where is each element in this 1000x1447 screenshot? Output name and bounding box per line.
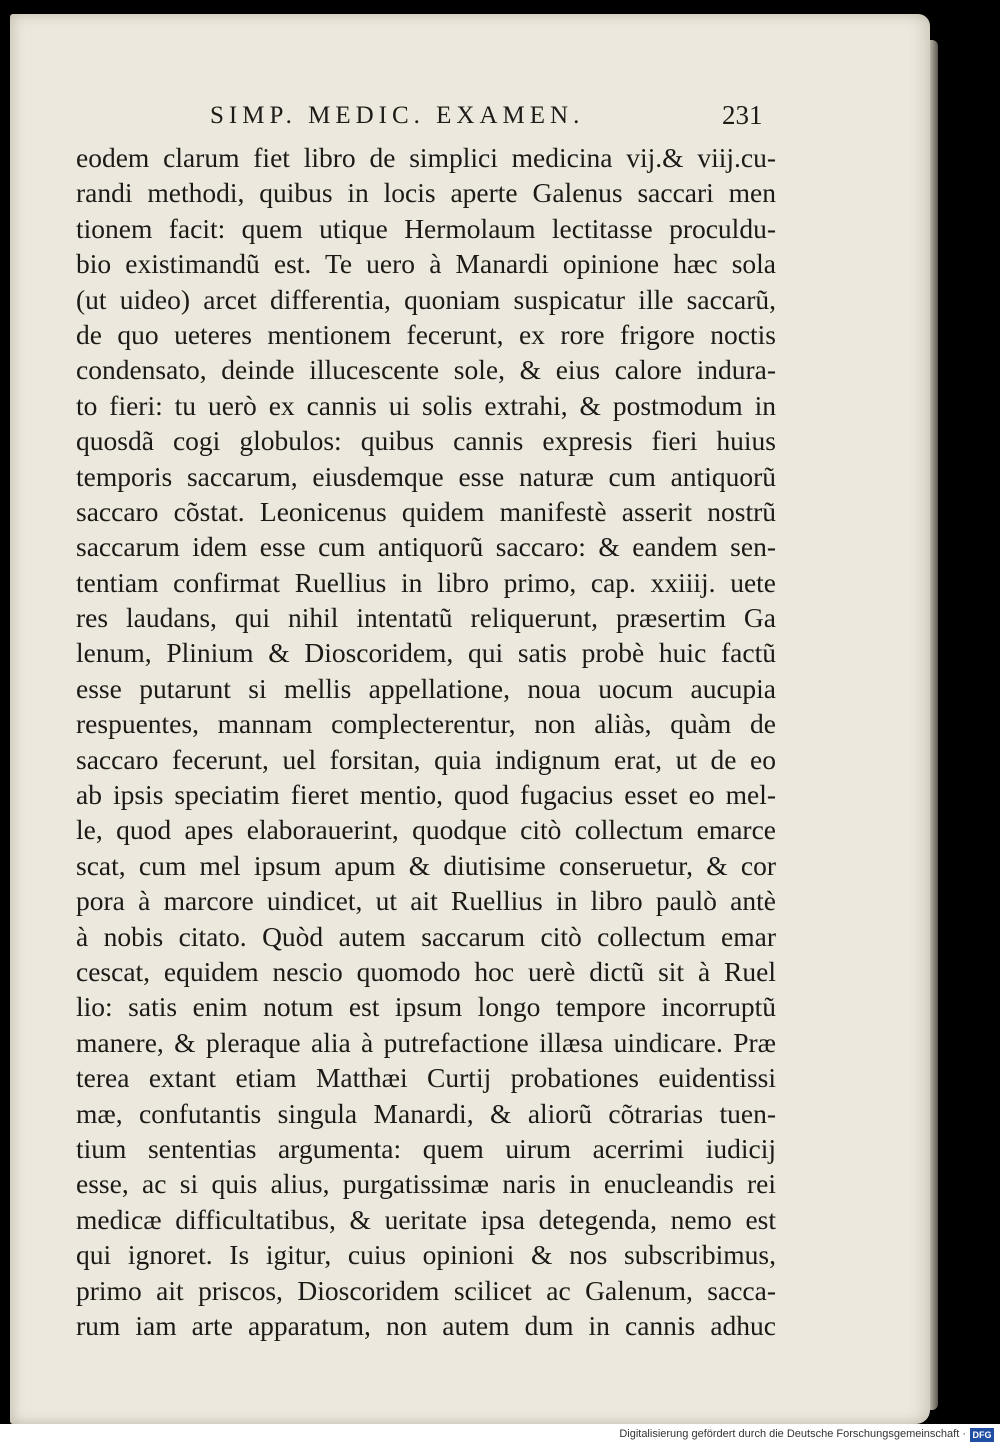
text-line: res laudans, qui nihil intentatũ reliquerunt, præsertim Ga <box>76 602 776 634</box>
text-line: cescat, equidem nescio quomodo hoc uerè dictũ sit à Ruel <box>76 955 776 987</box>
text-line: pora à marcore uindicet, ut ait Ruellius in libro paulò antè <box>76 885 776 917</box>
text-line: terea extant etiam Matthæi Curtij probationes euidentissi <box>76 1062 776 1094</box>
funding-credit: Digitalisierung gefördert durch die Deutsche Forschungsgemeinschaft · <box>619 1428 966 1440</box>
text-line: le, quod apes elaborauerint, quodque citò collectum emarce <box>76 814 776 846</box>
text-line: medicæ difficultatibus, & ueritate ipsa detegenda, nemo est <box>76 1203 776 1235</box>
text-line: quosdã cogi globulos: quibus cannis expresis fieri huius <box>76 425 776 457</box>
book-page <box>10 14 930 1424</box>
dfg-logo: DFG <box>970 1428 994 1442</box>
text-line: lio: satis enim notum est ipsum longo tempore incorruptũ <box>76 991 776 1023</box>
text-line: de quo ueteres mentionem fecerunt, ex rore frigore noctis <box>76 318 776 350</box>
text-line: saccaro cõstat. Leonicenus quidem manifestè asserit nostrũ <box>76 495 776 527</box>
text-line: saccarum idem esse cum antiquorũ saccaro: & eandem sen- <box>76 531 776 563</box>
footer-bar <box>0 1424 1000 1447</box>
text-line: tium sententias argumenta: quem uirum acerrimi iudicij <box>76 1132 776 1164</box>
text-line: tionem facit: quem utique Hermolaum lectitasse proculdu- <box>76 212 776 244</box>
page-number: 231 <box>722 100 763 130</box>
text-line: saccaro fecerunt, uel forsitan, quia indignum erat, ut de eo <box>76 743 776 775</box>
text-line: lenum, Plinium & Dioscoridem, qui satis probè huic factũ <box>76 637 776 669</box>
text-line: qui ignoret. Is igitur, cuius opinioni & nos subscribimus, <box>76 1239 776 1271</box>
text-line: esse, ac si quis alius, purgatissimæ naris in enucleandis rei <box>76 1168 776 1200</box>
text-line: tentiam confirmat Ruellius in libro primo, cap. xxiiij. uete <box>76 566 776 598</box>
body-text <box>76 140 776 1343</box>
running-head: SIMP. MEDIC. EXAMEN. <box>210 102 585 129</box>
text-line: mæ, confutantis singula Manardi, & aliorũ cõtrarias tuen- <box>76 1097 776 1129</box>
text-line: à nobis citato. Quòd autem saccarum citò collectum emar <box>76 920 776 952</box>
text-line: randi methodi, quibus in locis aperte Galenus saccari men <box>76 177 776 209</box>
text-line: to fieri: tu uerò ex cannis ui solis extrahi, & postmodum in <box>76 389 776 421</box>
text-line: respuentes, mannam complecterentur, non aliàs, quàm de <box>76 708 776 740</box>
text-line: ab ipsis speciatim fieret mentio, quod fugacius esset eo mel- <box>76 779 776 811</box>
text-line: (ut uideo) arcet differentia, quoniam suspicatur ille saccarũ, <box>76 283 776 315</box>
text-line: manere, & pleraque alia à putrefactione illæsa uindicare. Præ <box>76 1026 776 1058</box>
text-line: condensato, deinde illucescente sole, & eius calore indura- <box>76 354 776 386</box>
text-line: bio existimandũ est. Te uero à Manardi opinione hæc sola <box>76 248 776 280</box>
page-edge <box>930 40 938 1410</box>
text-line: eodem clarum fiet libro de simplici medicina vij.& viij.cu- <box>76 142 776 173</box>
text-line: esse putarunt si mellis appellatione, noua uocum aucupia <box>76 672 776 704</box>
text-line: temporis saccarum, eiusdemque esse naturæ cum antiquorũ <box>76 460 776 492</box>
text-line: rum iam arte apparatum, non autem dum in cannis adhuc <box>76 1309 776 1341</box>
text-line: scat, cum mel ipsum apum & diutisime conseruetur, & cor <box>76 849 776 881</box>
text-line: primo ait priscos, Dioscoridem scilicet ac Galenum, sacca- <box>76 1274 776 1306</box>
